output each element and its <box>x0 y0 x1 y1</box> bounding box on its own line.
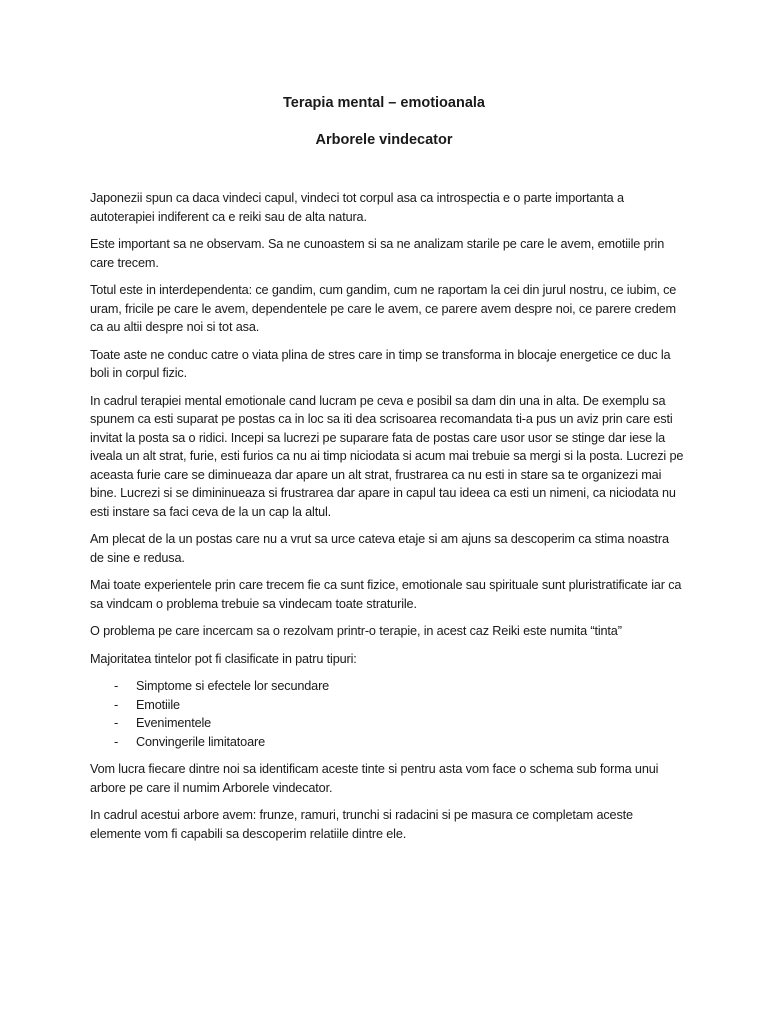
target-types-list <box>90 677 686 751</box>
list-item <box>90 733 686 752</box>
paragraph: In cadrul terapiei mental emotionale cand lucram pe ceva e posibil sa dam din una in alta. De exemplu sa spunem ca esti suparat pe postas ca in loc sa iti dea scrisoarea recomandata ti-a pus un aviz prin care esti invitat la posta sa o ridici. Incepi sa lucrezi pe suparare fata de postas care usor usor se stinge dar iese la iveala un alt strat, furie, esti furios ca nu ai timp niciodata si acum mai trebuie sa mergi si la posta. Lucrezi pe aceasta furie care se diminueaza dar apare un alt strat, frustrarea ca nu esti in stare sa te organizezi mai bine. Lucrezi si se dimininueaza si frustrarea dar apare in capul tau ideea ca esti un nimeni, ca niciodata nu esti instare sa faci ceva de la un cap la altul. <box>90 393 684 519</box>
paragraph: In cadrul acestui arbore avem: frunze, ramuri, trunchi si radacini si pe masura ce completam aceste elemente vom fi capabili sa descoperim relatiile dintre ele. <box>90 808 633 841</box>
paragraph: Majoritatea tintelor pot fi clasificate in patru tipuri: <box>90 651 357 666</box>
paragraph: O problema pe care incercam sa o rezolvam printr-o terapie, in acest caz Reiki este numita “tinta” <box>90 624 622 638</box>
paragraph: Japonezii spun ca daca vindeci capul, vindeci tot corpul asa ca introspectia e o parte importanta a autoterapiei indiferent ca e reiki sau de alta natura. <box>90 191 624 224</box>
paragraph: Este important sa ne observam. Sa ne cunoastem si sa ne analizam starile pe care le avem, emotiile prin care trecem. <box>90 237 665 270</box>
paragraph: Am plecat de la un postas care nu a vrut sa urce cateva etaje si am ajuns sa descoperim ca stima noastra de sine e redusa. <box>90 532 669 565</box>
paragraph: Mai toate experientele prin care trecem fie ca sunt fizice, emotionale sau spirituale sunt pluristratificate iar ca sa vindcam o problema trebuie sa vindecam toate straturile. <box>90 578 682 611</box>
list-item <box>90 714 686 733</box>
paragraph: Toate aste ne conduc catre o viata plina de stres care in timp se transforma in blocaje energetice ce duc la boli in corpul fizic. <box>90 347 671 380</box>
paragraph: Totul este in interdependenta: ce gandim, cum gandim, cum ne raportam la cei din jurul nostru, ce iubim, ce uram, fricile pe care le avem, dependentele pe care le avem, ce parere avem despre noi, ce parere credem ca au altii despre noi si tot asa. <box>90 283 677 334</box>
title-block <box>0 93 768 150</box>
document-body <box>90 189 686 852</box>
list-marker: - <box>114 679 119 693</box>
list-marker: - <box>114 697 119 712</box>
list-marker: - <box>114 734 119 749</box>
document-subtitle: Arborele vindecator <box>315 132 453 148</box>
document-title: Terapia mental – emotioanala <box>283 95 485 111</box>
list-marker: - <box>114 716 119 730</box>
paragraph: Vom lucra fiecare dintre noi sa identificam aceste tinte si pentru asta vom face o schema sub forma unui arbore pe care il numim Arborele vindecator. <box>90 762 659 795</box>
list-item-text: Emotiile <box>136 697 180 712</box>
list-item-text: Evenimentele <box>136 716 212 730</box>
list-item-text: Convingerile limitatoare <box>136 734 265 749</box>
list-item-text: Simptome si efectele lor secundare <box>136 679 330 693</box>
list-item <box>90 677 686 696</box>
list-item <box>90 696 686 715</box>
